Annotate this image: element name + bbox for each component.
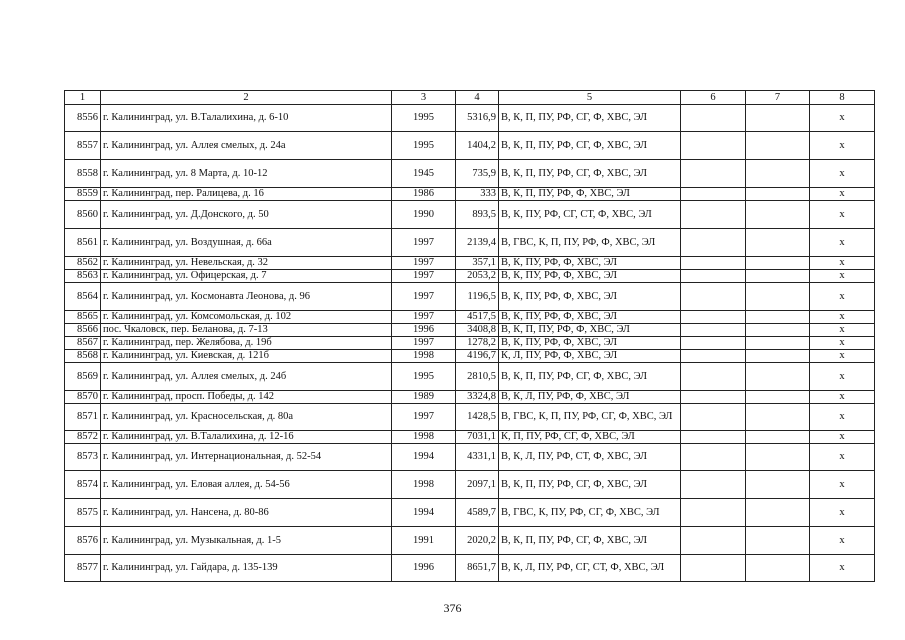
row-number: 8569 — [65, 363, 101, 391]
col6-cell — [681, 431, 746, 444]
col8-cell: x — [810, 391, 875, 404]
table-row — [65, 132, 875, 160]
area-cell: 7031,1 — [456, 431, 499, 444]
col6-cell — [681, 132, 746, 160]
services-cell: В, К, П, ПУ, РФ, СГ, Ф, ХВС, ЭЛ — [499, 105, 681, 132]
row-number: 8568 — [65, 350, 101, 363]
col8-cell: x — [810, 132, 875, 160]
col6-cell — [681, 188, 746, 201]
col8-cell: x — [810, 431, 875, 444]
area-cell: 8651,7 — [456, 555, 499, 582]
row-number: 8572 — [65, 431, 101, 444]
address-cell: г. Калининград, ул. Киевская, д. 121б — [101, 350, 392, 363]
area-cell: 1404,2 — [456, 132, 499, 160]
col8-cell: x — [810, 201, 875, 229]
col6-cell — [681, 324, 746, 337]
col7-cell — [746, 201, 810, 229]
area-cell: 2810,5 — [456, 363, 499, 391]
year-cell: 1945 — [392, 160, 456, 188]
col6-cell — [681, 229, 746, 257]
col8-cell: x — [810, 337, 875, 350]
table-row — [65, 283, 875, 311]
services-cell: В, К, П, ПУ, РФ, СГ, Ф, ХВС, ЭЛ — [499, 363, 681, 391]
year-cell: 1994 — [392, 499, 456, 527]
col7-cell — [746, 188, 810, 201]
row-number: 8570 — [65, 391, 101, 404]
area-cell: 333 — [456, 188, 499, 201]
services-cell: В, К, П, ПУ, РФ, Ф, ХВС, ЭЛ — [499, 188, 681, 201]
table-row — [65, 444, 875, 471]
services-cell: В, К, Л, ПУ, РФ, СТ, Ф, ХВС, ЭЛ — [499, 444, 681, 471]
year-cell: 1996 — [392, 324, 456, 337]
area-cell: 1196,5 — [456, 283, 499, 311]
address-cell: г. Калининград, ул. Д.Донского, д. 50 — [101, 201, 392, 229]
row-number: 8565 — [65, 311, 101, 324]
address-cell: г. Калининград, ул. Аллея смелых, д. 24а — [101, 132, 392, 160]
col7-cell — [746, 311, 810, 324]
table-row — [65, 270, 875, 283]
col7-cell — [746, 229, 810, 257]
col7-cell — [746, 527, 810, 555]
header-row — [65, 91, 875, 105]
address-cell: г. Калининград, ул. Интернациональная, д. 52-54 — [101, 444, 392, 471]
col8-cell: x — [810, 471, 875, 499]
row-number: 8562 — [65, 257, 101, 270]
col8-cell: x — [810, 444, 875, 471]
col6-cell — [681, 444, 746, 471]
col6-cell — [681, 404, 746, 431]
address-cell: г. Калининград, пер. Желябова, д. 19б — [101, 337, 392, 350]
address-cell: г. Калининград, пер. Ралицева, д. 16 — [101, 188, 392, 201]
area-cell: 3324,8 — [456, 391, 499, 404]
services-cell: В, К, ПУ, РФ, Ф, ХВС, ЭЛ — [499, 311, 681, 324]
year-cell: 1995 — [392, 363, 456, 391]
address-cell: пос. Чкаловск, пер. Беланова, д. 7-13 — [101, 324, 392, 337]
services-cell: К, П, ПУ, РФ, СГ, Ф, ХВС, ЭЛ — [499, 431, 681, 444]
year-cell: 1997 — [392, 404, 456, 431]
year-cell: 1998 — [392, 431, 456, 444]
col6-cell — [681, 391, 746, 404]
area-cell: 735,9 — [456, 160, 499, 188]
year-cell: 1997 — [392, 283, 456, 311]
col7-cell — [746, 337, 810, 350]
col6-cell — [681, 350, 746, 363]
year-cell: 1986 — [392, 188, 456, 201]
table-row — [65, 311, 875, 324]
year-cell: 1996 — [392, 555, 456, 582]
year-cell: 1997 — [392, 270, 456, 283]
col6-cell — [681, 201, 746, 229]
row-number: 8577 — [65, 555, 101, 582]
table-row — [65, 350, 875, 363]
col7-cell — [746, 391, 810, 404]
address-cell: г. Калининград, просп. Победы, д. 142 — [101, 391, 392, 404]
services-cell: К, Л, ПУ, РФ, Ф, ХВС, ЭЛ — [499, 350, 681, 363]
register-table — [64, 90, 875, 582]
row-number: 8563 — [65, 270, 101, 283]
services-cell: В, К, ПУ, РФ, Ф, ХВС, ЭЛ — [499, 283, 681, 311]
services-cell: В, К, ПУ, РФ, Ф, ХВС, ЭЛ — [499, 257, 681, 270]
table-row — [65, 527, 875, 555]
address-cell: г. Калининград, ул. Комсомольская, д. 102 — [101, 311, 392, 324]
services-cell: В, К, ПУ, РФ, Ф, ХВС, ЭЛ — [499, 337, 681, 350]
col7-cell — [746, 350, 810, 363]
year-cell: 1989 — [392, 391, 456, 404]
col7-cell — [746, 257, 810, 270]
col-header-2: 2 — [101, 91, 392, 105]
address-cell: г. Калининград, ул. Офицерская, д. 7 — [101, 270, 392, 283]
col-header-4: 4 — [456, 91, 499, 105]
col-header-6: 6 — [681, 91, 746, 105]
table-row — [65, 499, 875, 527]
col7-cell — [746, 270, 810, 283]
col6-cell — [681, 527, 746, 555]
col6-cell — [681, 270, 746, 283]
col8-cell: x — [810, 311, 875, 324]
services-cell: В, К, П, ПУ, РФ, СГ, Ф, ХВС, ЭЛ — [499, 132, 681, 160]
table-row — [65, 188, 875, 201]
row-number: 8561 — [65, 229, 101, 257]
col8-cell: x — [810, 499, 875, 527]
address-cell: г. Калининград, ул. Красносельская, д. 80а — [101, 404, 392, 431]
row-number: 8576 — [65, 527, 101, 555]
col8-cell: x — [810, 363, 875, 391]
services-cell: В, ГВС, К, П, ПУ, РФ, Ф, ХВС, ЭЛ — [499, 229, 681, 257]
col6-cell — [681, 499, 746, 527]
table-row — [65, 105, 875, 132]
services-cell: В, ГВС, К, ПУ, РФ, СГ, Ф, ХВС, ЭЛ — [499, 499, 681, 527]
area-cell: 2020,2 — [456, 527, 499, 555]
table-row — [65, 201, 875, 229]
year-cell: 1990 — [392, 201, 456, 229]
address-cell: г. Калининград, ул. Воздушная, д. 66а — [101, 229, 392, 257]
area-cell: 2053,2 — [456, 270, 499, 283]
table-row — [65, 404, 875, 431]
services-cell: В, К, Л, ПУ, РФ, Ф, ХВС, ЭЛ — [499, 391, 681, 404]
col7-cell — [746, 555, 810, 582]
address-cell: г. Калининград, ул. Музыкальная, д. 1-5 — [101, 527, 392, 555]
row-number: 8558 — [65, 160, 101, 188]
col7-cell — [746, 363, 810, 391]
address-cell: г. Калининград, ул. Космонавта Леонова, д. 96 — [101, 283, 392, 311]
area-cell: 2139,4 — [456, 229, 499, 257]
year-cell: 1997 — [392, 257, 456, 270]
area-cell: 5316,9 — [456, 105, 499, 132]
col8-cell: x — [810, 229, 875, 257]
year-cell: 1997 — [392, 337, 456, 350]
table-row — [65, 324, 875, 337]
col8-cell: x — [810, 257, 875, 270]
row-number: 8556 — [65, 105, 101, 132]
col7-cell — [746, 431, 810, 444]
table-row — [65, 431, 875, 444]
col7-cell — [746, 132, 810, 160]
services-cell: В, К, ПУ, РФ, Ф, ХВС, ЭЛ — [499, 270, 681, 283]
area-cell: 1278,2 — [456, 337, 499, 350]
col8-cell: x — [810, 105, 875, 132]
address-cell: г. Калининград, ул. Гайдара, д. 135-139 — [101, 555, 392, 582]
col8-cell: x — [810, 188, 875, 201]
row-number: 8574 — [65, 471, 101, 499]
area-cell: 893,5 — [456, 201, 499, 229]
row-number: 8575 — [65, 499, 101, 527]
area-cell: 2097,1 — [456, 471, 499, 499]
col7-cell — [746, 444, 810, 471]
col6-cell — [681, 311, 746, 324]
col6-cell — [681, 257, 746, 270]
col6-cell — [681, 555, 746, 582]
address-cell: г. Калининград, ул. В.Талалихина, д. 6-10 — [101, 105, 392, 132]
row-number: 8560 — [65, 201, 101, 229]
year-cell: 1994 — [392, 444, 456, 471]
col6-cell — [681, 160, 746, 188]
col6-cell — [681, 471, 746, 499]
col6-cell — [681, 363, 746, 391]
year-cell: 1995 — [392, 132, 456, 160]
services-cell: В, К, П, ПУ, РФ, Ф, ХВС, ЭЛ — [499, 324, 681, 337]
services-cell: В, К, П, ПУ, РФ, СГ, Ф, ХВС, ЭЛ — [499, 527, 681, 555]
table-row — [65, 337, 875, 350]
row-number: 8573 — [65, 444, 101, 471]
col7-cell — [746, 471, 810, 499]
year-cell: 1998 — [392, 350, 456, 363]
year-cell: 1997 — [392, 229, 456, 257]
address-cell: г. Калининград, ул. В.Талалихина, д. 12-16 — [101, 431, 392, 444]
row-number: 8571 — [65, 404, 101, 431]
col-header-3: 3 — [392, 91, 456, 105]
col7-cell — [746, 283, 810, 311]
year-cell: 1991 — [392, 527, 456, 555]
col6-cell — [681, 105, 746, 132]
table-row — [65, 555, 875, 582]
col-header-5: 5 — [499, 91, 681, 105]
area-cell: 4331,1 — [456, 444, 499, 471]
services-cell: В, К, ПУ, РФ, СГ, СТ, Ф, ХВС, ЭЛ — [499, 201, 681, 229]
col6-cell — [681, 337, 746, 350]
area-cell: 3408,8 — [456, 324, 499, 337]
page-number: 376 — [443, 601, 462, 615]
table-row — [65, 391, 875, 404]
col7-cell — [746, 324, 810, 337]
col7-cell — [746, 105, 810, 132]
col8-cell: x — [810, 324, 875, 337]
area-cell: 4196,7 — [456, 350, 499, 363]
row-number: 8559 — [65, 188, 101, 201]
row-number: 8564 — [65, 283, 101, 311]
table-row — [65, 363, 875, 391]
table-row — [65, 229, 875, 257]
col8-cell: x — [810, 404, 875, 431]
area-cell: 4589,7 — [456, 499, 499, 527]
col7-cell — [746, 499, 810, 527]
row-number: 8557 — [65, 132, 101, 160]
col-header-1: 1 — [65, 91, 101, 105]
year-cell: 1995 — [392, 105, 456, 132]
address-cell: г. Калининград, ул. Аллея смелых, д. 24б — [101, 363, 392, 391]
col-header-8: 8 — [810, 91, 875, 105]
col6-cell — [681, 283, 746, 311]
col8-cell: x — [810, 555, 875, 582]
services-cell: В, ГВС, К, П, ПУ, РФ, СГ, Ф, ХВС, ЭЛ — [499, 404, 681, 431]
row-number: 8566 — [65, 324, 101, 337]
table-row — [65, 471, 875, 499]
year-cell: 1998 — [392, 471, 456, 499]
col-header-7: 7 — [746, 91, 810, 105]
col7-cell — [746, 404, 810, 431]
col8-cell: x — [810, 160, 875, 188]
row-number: 8567 — [65, 337, 101, 350]
col7-cell — [746, 160, 810, 188]
table-row — [65, 160, 875, 188]
address-cell: г. Калининград, ул. Невельская, д. 32 — [101, 257, 392, 270]
year-cell: 1997 — [392, 311, 456, 324]
col8-cell: x — [810, 270, 875, 283]
col8-cell: x — [810, 283, 875, 311]
address-cell: г. Калининград, ул. 8 Марта, д. 10-12 — [101, 160, 392, 188]
area-cell: 1428,5 — [456, 404, 499, 431]
area-cell: 4517,5 — [456, 311, 499, 324]
services-cell: В, К, П, ПУ, РФ, СГ, Ф, ХВС, ЭЛ — [499, 160, 681, 188]
col8-cell: x — [810, 527, 875, 555]
table-row — [65, 257, 875, 270]
address-cell: г. Калининград, ул. Еловая аллея, д. 54-56 — [101, 471, 392, 499]
services-cell: В, К, Л, ПУ, РФ, СГ, СТ, Ф, ХВС, ЭЛ — [499, 555, 681, 582]
services-cell: В, К, П, ПУ, РФ, СГ, Ф, ХВС, ЭЛ — [499, 471, 681, 499]
area-cell: 357,1 — [456, 257, 499, 270]
address-cell: г. Калининград, ул. Нансена, д. 80-86 — [101, 499, 392, 527]
col8-cell: x — [810, 350, 875, 363]
